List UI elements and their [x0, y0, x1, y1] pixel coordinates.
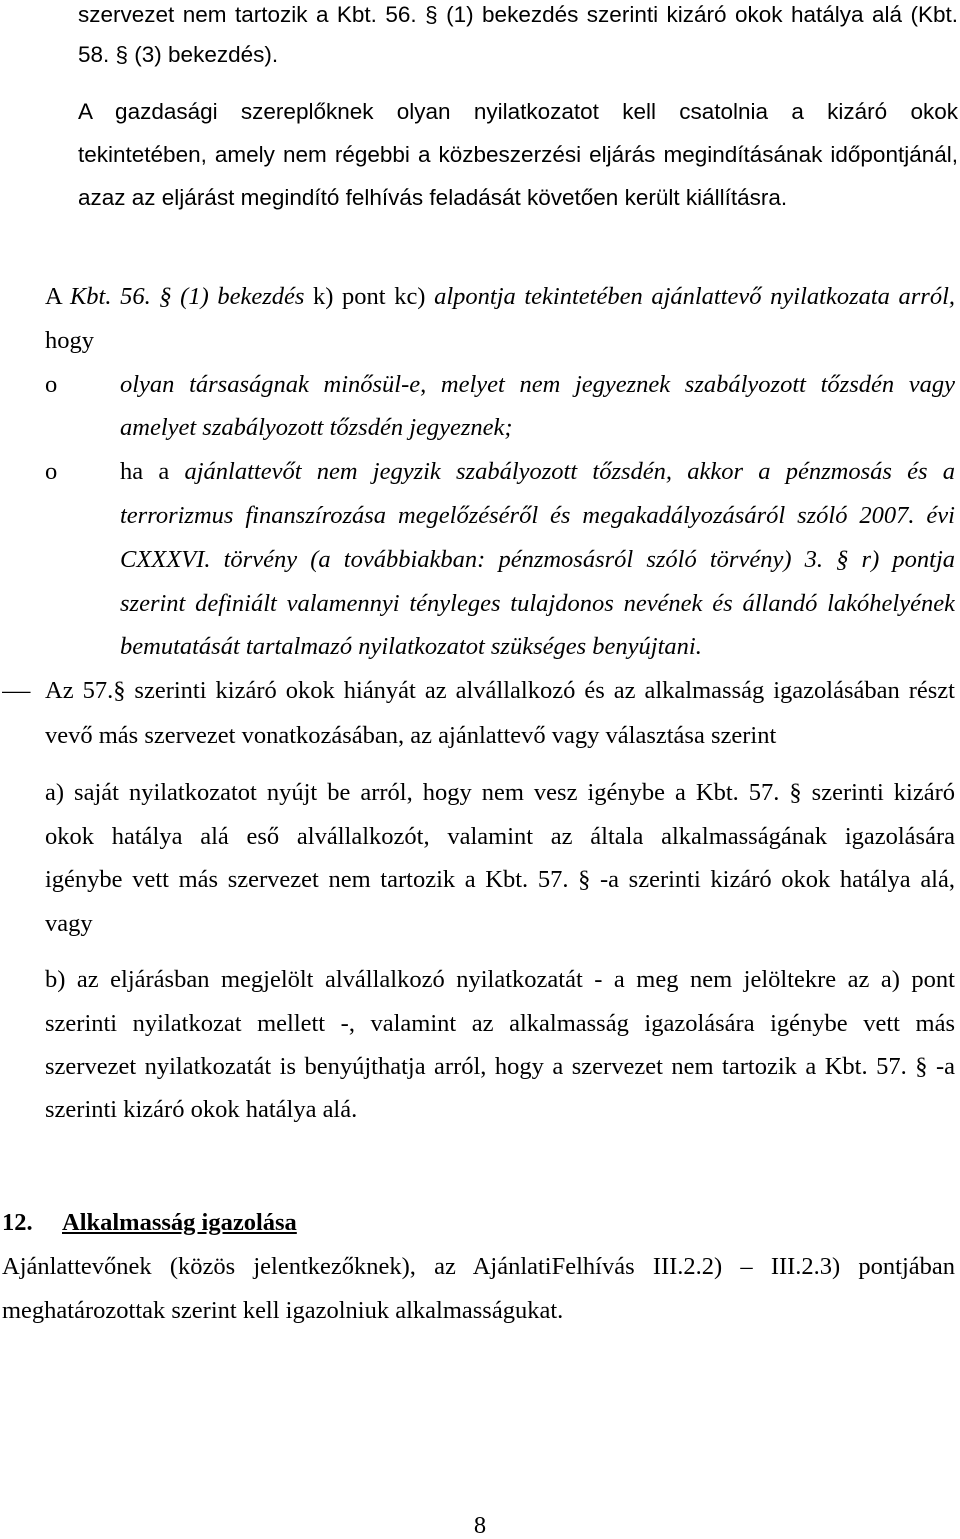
option-b-line: b) az eljárásban megjelölt alvállalkozó nyilatkozatát - a meg nem jelöltekre az a) pont [45, 966, 955, 993]
bullet-line: amelyet szabályozott tőzsdén jegyeznek; [120, 414, 513, 441]
bullet-marker: o [45, 458, 58, 485]
paragraph-line: azaz az eljárást megindító felhívás feladását követően került kiállításra. [78, 185, 788, 210]
paragraph-line: tekintetében, amely nem régebbi a közbeszerzési eljárás megindításának időpontjánál, [78, 142, 958, 167]
bullet-line: terrorizmus finanszírozása megelőzéséről és megakadályozásáról szóló 2007. évi [120, 502, 955, 529]
section-title-text: Alkalmasság igazolása [62, 1209, 297, 1236]
text-segment-italic: alpontja tekintetében ajánlattevő nyilatkozata arról, [434, 283, 955, 310]
option-a-line: a) saját nyilatkozatot nyújt be arról, hogy nem vesz igénybe a Kbt. 57. § szerinti kizáró [45, 779, 955, 806]
text-segment: A [45, 283, 62, 310]
paragraph-line: Az 57.§ szerinti kizáró okok hiányát az alvállalkozó és az alkalmasság igazolásában részt [45, 677, 955, 704]
page-number: 8 [473, 1512, 487, 1539]
section-body-line: Ajánlattevőnek (közös jelentkezőknek), az AjánlatiFelhívás III.2.2) – III.2.3) pontjában [2, 1253, 955, 1280]
paragraph-line: vevő más szervezet vonatkozásában, az ajánlattevő vagy választása szerint [45, 722, 777, 749]
declaration-intro-tail: hogy [45, 327, 94, 354]
bullet-line: szerint definiált valamennyi tényleges tulajdonos nevének és állandó lakóhelyének [120, 590, 955, 617]
text-segment: k) pont kc) [313, 283, 426, 310]
section-number: 12. [2, 1209, 33, 1236]
bullet-line: olyan társaságnak minősül-e, melyet nem jegyeznek szabályozott tőzsdén vagy [120, 371, 955, 398]
text-segment-italic: Kbt. 56. § (1) bekezdés [69, 283, 305, 310]
option-a-line: vagy [45, 910, 93, 937]
bullet-line [120, 457, 955, 487]
option-a-line: igénybe vett más szervezet nem tartozik a Kbt. 57. § -a szerinti kizáró okok hatálya alá, [45, 866, 955, 893]
paragraph-line: szervezet nem tartozik a Kbt. 56. § (1) bekezdés szerinti kizáró okok hatálya alá (Kbt. [78, 2, 958, 27]
option-b-line: szerinti nyilatkozat mellett -, valamint az alkalmasság igazolására igénybe vett más [45, 1010, 955, 1037]
option-a-line: okok hatálya alá eső alvállalkozót, valamint az általa alkalmasságának igazolására [45, 823, 955, 850]
text-segment: ha a [120, 458, 170, 485]
text-segment-italic: ajánlattevőt nem jegyzik szabályozott tőzsdén, akkor a pénzmosás és a [184, 458, 955, 485]
paragraph-line: A gazdasági szereplőknek olyan nyilatkozatot kell csatolnia a kizáró okok [78, 99, 958, 124]
declaration-intro-line [45, 282, 955, 312]
bullet-line: bemutatását tartalmazó nyilatkozatot szükséges benyújtani. [120, 633, 702, 660]
option-b-line: szerinti kizáró okok hatálya alá. [45, 1096, 358, 1123]
dash-marker [2, 676, 42, 706]
bullet-marker: o [45, 371, 58, 398]
section-body-line: meghatározottak szerint kell igazolniuk alkalmasságukat. [2, 1297, 564, 1324]
option-b-line: szervezet nyilatkozatát is benyújthatja arról, hogy a szervezet nem tartozik a Kbt. 57. § -a [45, 1053, 955, 1080]
section-title [62, 1208, 662, 1238]
dash-glyph: – [2, 677, 31, 704]
bullet-line: CXXXVI. törvény (a továbbiakban: pénzmosásról szóló törvény) 3. § r) pontja [120, 546, 955, 573]
paragraph-line: 58. § (3) bekezdés). [78, 42, 279, 67]
